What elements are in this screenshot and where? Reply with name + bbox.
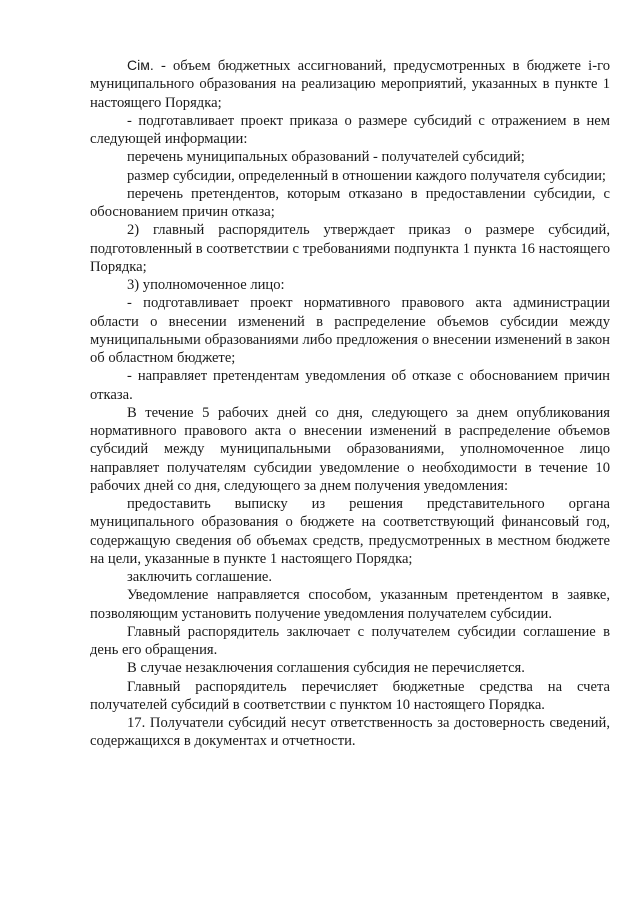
paragraph-text: - объем бюджетных ассигнований, предусмотренных в бюджете i-го муниципального образования на реализацию мероприятий, указанных в пункте 1 настоящего Порядка; [90,58,610,111]
paragraph: Уведомление направляется способом, указанным претендентом в заявке, позволяющим установить получение уведомления получателем субсидии. [90,587,610,622]
paragraph: размер субсидии, определенный в отношении каждого получателя субсидии; [127,167,606,184]
paragraph [90,56,610,112]
paragraph: заключить соглашение. [127,569,273,585]
paragraph: - подготавливает проект приказа о размере субсидий с отражением в нем следующей информации: [90,112,610,147]
paragraph: В течение 5 рабочих дней со дня, следующего за днем опубликования нормативного правового акта о внесении изменений в распределение объемов субсидий между муниципальными образованиями, уполномоченное лицо направляет получателям субсидии уведомление о необходимости в течение 10 рабочих дней со дня, следующего за днем получения уведомления: [90,404,610,494]
paragraph: 3) уполномоченное лицо: [127,277,285,293]
paragraph: Главный распорядитель заключает с получателем субсидии соглашение в день его обращения. [90,623,610,658]
paragraph: перечень претендентов, которым отказано в предоставлении субсидии, с обоснованием причин отказа; [90,185,610,220]
paragraph: - направляет претендентам уведомления об отказе с обоснованием причин отказа. [90,368,610,403]
document-body [90,56,610,751]
paragraph: В случае незаключения соглашения субсидия не перечисляется. [127,660,525,677]
paragraph: 2) главный распорядитель утверждает приказ о размере субсидий, подготовленный в соответствии с требованиями подпункта 1 пункта 16 настоящего Порядка; [90,222,610,275]
paragraph: 17. Получатели субсидий несут ответственность за достоверность сведений, содержащихся в документах и отчетности. [90,715,610,750]
paragraph: предоставить выписку из решения представительного органа муниципального образования о бюджете на соответствующий финансовый год, содержащую сведения об объемах средств, предусмотренных в местном бюджете на цели, указанные в пункте 1 настоящего Порядка; [90,496,610,567]
formula-symbol: Сім. [127,57,154,73]
paragraph: перечень муниципальных образований - получателей субсидий; [127,149,525,166]
paragraph: Главный распорядитель перечисляет бюджетные средства на счета получателей субсидий в соответствии с пунктом 10 настоящего Порядка. [90,678,610,713]
paragraph: - подготавливает проект нормативного правового акта администрации области о внесении изменений в распределение объемов субсидии между муниципальными образованиями либо предложения о внесении изменений в закон об областном бюджете; [90,295,610,366]
